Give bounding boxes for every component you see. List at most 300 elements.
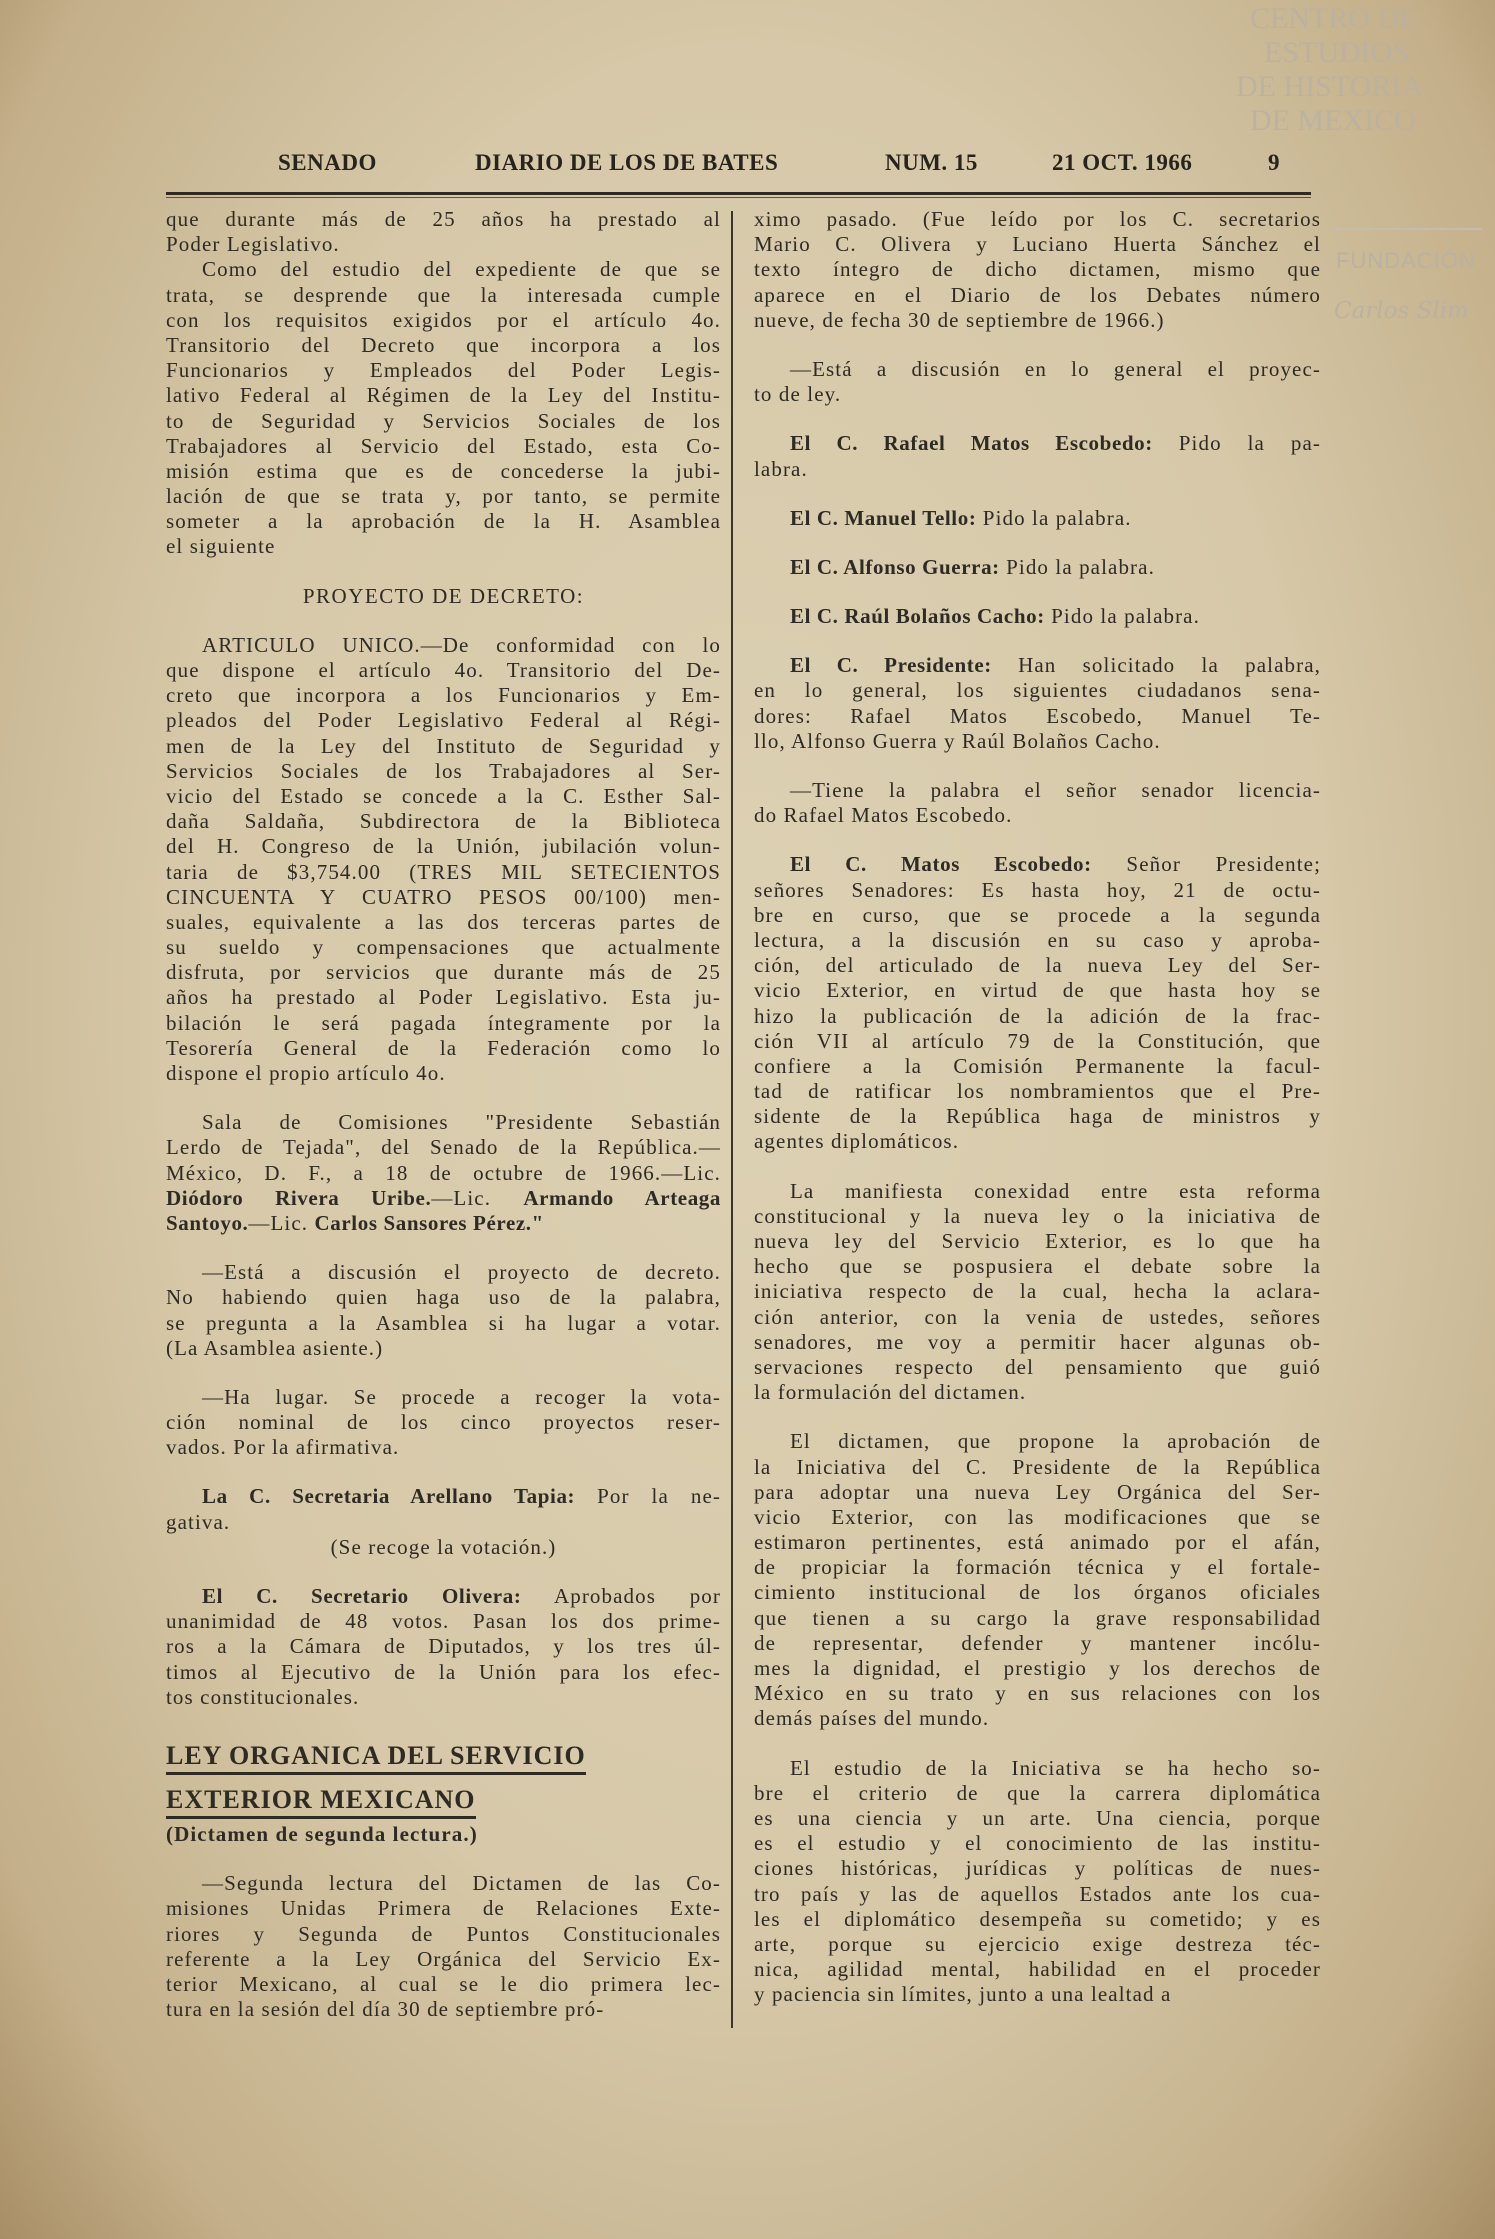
header-rule-thin: [166, 197, 1311, 198]
text-segment: El dictamen, que propone la aprobación de: [790, 1429, 1321, 1454]
speaker-name: El C. Manuel Tello:: [790, 505, 977, 530]
text-line: [754, 852, 1321, 877]
speaker-name: Armando Arteaga: [523, 1185, 722, 1210]
text-segment: cimiento institucional de los órganos oficiales: [754, 1580, 1321, 1605]
text-segment: Pido la palabra.: [976, 505, 1132, 530]
text-segment: que dispone el artículo 4o. Transitorio del De-: [166, 658, 721, 682]
text-line: [754, 1957, 1321, 1982]
text-line: [754, 1054, 1321, 1079]
text-line: [754, 1907, 1321, 1932]
text-line: [754, 903, 1321, 928]
text-line: [754, 1555, 1321, 1580]
text-line: [166, 509, 721, 534]
text-line: [166, 960, 721, 985]
text-segment: vicio del Estado se concede a la C. Esther Sal-: [166, 783, 721, 808]
paragraph: [754, 852, 1321, 1154]
paragraph: [754, 1179, 1321, 1406]
text-line: [166, 633, 721, 658]
text-segment: hecho que se pospusiera el debate sobre la: [754, 1254, 1321, 1279]
text-segment: daña Saldaña, Subdirectora de la Biblioteca: [166, 809, 721, 834]
text-line: [166, 1161, 721, 1186]
text-segment: Trabajadores al Servicio del Estado, esta Co-: [166, 433, 721, 458]
text-line: [754, 308, 1321, 333]
text-segment: —Tiene la palabra el señor senador licencia-: [790, 778, 1321, 802]
speaker-name: El C. Matos Escobedo:: [790, 852, 1092, 877]
text-line: [166, 308, 721, 333]
text-segment: to de ley.: [754, 382, 842, 407]
text-segment: No habiendo quien haga uso de la palabra,: [166, 1285, 721, 1310]
text-line: [166, 1410, 721, 1435]
text-segment: el siguiente: [166, 534, 276, 559]
text-line: [166, 283, 721, 308]
text-segment: que tienen a su cargo la grave responsabilidad: [754, 1605, 1321, 1630]
text-line: [754, 1355, 1321, 1380]
text-line: [166, 1011, 721, 1036]
text-line: [166, 1609, 721, 1634]
text-segment: creto que incorpora a los Funcionarios y Em-: [166, 683, 721, 708]
paragraph: [166, 1535, 721, 1560]
text-segment: arte, porque su ejercicio exige destreza téc-: [754, 1931, 1321, 1956]
header-page-number: 9: [1268, 150, 1280, 175]
text-segment: timos al Ejecutivo de la Unión para los efec-: [166, 1659, 721, 1684]
watermark-foundation: FUNDACIÓN: [1336, 248, 1476, 273]
text-segment: la Iniciativa del C. Presidente de la República: [754, 1454, 1321, 1479]
text-line: [166, 1061, 721, 1086]
text-segment: lativo Federal al Régimen de la Ley del Institu-: [166, 383, 721, 408]
text-line: [754, 1580, 1321, 1605]
text-segment: Aprobados por: [521, 1584, 721, 1608]
text-line: [166, 1260, 721, 1285]
text-segment: Lerdo de Tejada", del Senado de la República.—: [166, 1135, 721, 1160]
speaker-name: Carlos Sansores Pérez.": [314, 1210, 544, 1235]
text-segment: que durante más de 25 años ha prestado al: [166, 207, 721, 231]
text-line: [166, 1036, 721, 1061]
text-segment: México en su trato y en sus relaciones con los: [754, 1681, 1321, 1706]
text-segment: la formulación del dictamen.: [754, 1380, 1027, 1405]
text-segment: Servicios Sociales de los Trabajadores al Ser-: [166, 758, 721, 783]
paragraph: [166, 1871, 721, 2022]
text-line: [754, 1029, 1321, 1054]
text-line: [166, 734, 721, 759]
text-line: [166, 1634, 721, 1659]
text-segment: ción VII al artículo 79 de la Constitución, que: [754, 1028, 1321, 1053]
text-line: [754, 678, 1321, 703]
text-segment: misión estima que es de concederse la jubi-: [166, 458, 721, 483]
text-line: [166, 257, 721, 282]
text-segment: iniciativa respecto de la cual, hecha la aclara-: [754, 1279, 1321, 1304]
text-line: [754, 1179, 1321, 1204]
watermark-line: DE HISTORIA: [1236, 70, 1423, 103]
text-segment: nueve, de fecha 30 de septiembre de 1966.): [754, 307, 1165, 332]
text-line: [166, 434, 721, 459]
text-line: [754, 1480, 1321, 1505]
text-segment: El estudio de la Iniciativa se ha hecho so-: [790, 1755, 1321, 1780]
text-segment: se pregunta a la Asamblea si ha lugar a votar.: [166, 1310, 721, 1335]
text-line: [754, 1455, 1321, 1480]
text-line: [166, 232, 721, 257]
text-segment: su sueldo y compensaciones que actualmente: [166, 935, 721, 960]
text-segment: confiere a la Comisión Permanente la facul-: [754, 1053, 1321, 1078]
paragraph: [754, 357, 1321, 407]
text-segment: tad de ratificar los nombramientos que el Pre-: [754, 1079, 1321, 1104]
text-segment: Pido la palabra.: [1044, 604, 1200, 629]
text-segment: PROYECTO DE DECRETO:: [302, 583, 585, 608]
text-line: [754, 1204, 1321, 1229]
text-segment: del H. Congreso de la Unión, jubilación volun-: [166, 834, 721, 859]
paragraph: [754, 778, 1321, 828]
text-segment: tro país y las de aquellos Estados ante los cua-: [754, 1881, 1321, 1906]
text-line: [754, 803, 1321, 828]
text-line: [754, 978, 1321, 1003]
speaker-name: El C. Rafael Matos Escobedo:: [790, 431, 1153, 456]
text-line: [754, 457, 1321, 482]
header-section: SENADO: [278, 150, 377, 175]
text-line: [166, 409, 721, 434]
text-line: [166, 1311, 721, 1336]
text-segment: Mario C. Olivera y Luciano Huerta Sánchez el: [754, 232, 1321, 257]
text-line: [166, 383, 721, 408]
text-segment: men de la Ley del Instituto de Seguridad y: [166, 733, 721, 758]
text-segment: (La Asamblea asiente.): [166, 1335, 384, 1360]
text-line: [166, 834, 721, 859]
text-line: [166, 1997, 721, 2022]
paragraph: [166, 1584, 721, 1710]
paragraph: [166, 1110, 721, 1236]
text-line: [166, 1584, 721, 1609]
text-segment: vicio Exterior, con las modificaciones que se: [754, 1504, 1321, 1529]
text-segment: señores Senadores: Es hasta hoy, 21 de octu-: [754, 877, 1321, 902]
text-segment: Como del estudio del expediente de que se: [202, 257, 721, 282]
text-segment: ciones históricas, jurídicas y políticas de nues-: [754, 1856, 1321, 1881]
text-line: [754, 431, 1321, 456]
text-segment: ARTICULO UNICO.—De conformidad con lo: [202, 632, 721, 657]
text-line: [166, 584, 721, 609]
text-line: [754, 704, 1321, 729]
text-line: [166, 1186, 721, 1211]
paragraph: [166, 1822, 721, 1847]
header-rule: [166, 192, 1311, 195]
speaker-name: El C. Alfonso Guerra:: [790, 554, 1000, 579]
text-segment: para adoptar una nueva Ley Orgánica del Ser-: [754, 1479, 1321, 1504]
text-line: [754, 1932, 1321, 1957]
text-line: [166, 809, 721, 834]
text-segment: ción nominal de los cinco proyectos reser-: [166, 1410, 721, 1435]
text-line: [166, 1660, 721, 1685]
text-segment: Señor Presidente;: [1091, 852, 1322, 877]
text-line: [166, 1435, 721, 1460]
text-line: [754, 729, 1321, 754]
text-line: [754, 1505, 1321, 1530]
text-line: [166, 1211, 721, 1236]
text-line: [166, 1947, 721, 1972]
text-line: [754, 1706, 1321, 1731]
text-segment: es el estudio y el conocimiento de las institu-: [754, 1831, 1321, 1856]
text-line: [754, 1656, 1321, 1681]
text-line: [754, 878, 1321, 903]
watermark-line: CENTRO DE: [1250, 2, 1418, 35]
text-segment: dores: Rafael Matos Escobedo, Manuel Te-: [754, 703, 1321, 728]
text-segment: taria de $3,754.00 (TRES MIL SETECIENTOS: [166, 859, 721, 884]
text-segment: suales, equivalente a las dos terceras partes de: [166, 909, 721, 934]
text-segment: ximo pasado. (Fue leído por los C. secretarios: [754, 207, 1321, 231]
text-line: [166, 784, 721, 809]
text-line: [166, 860, 721, 885]
header-publication: DIARIO DE LOS DE BATES: [475, 150, 779, 175]
text-line: [754, 928, 1321, 953]
paragraph: [754, 207, 1321, 333]
text-segment: La manifiesta conexidad entre esta reforma: [790, 1178, 1321, 1203]
text-segment: agentes diplomáticos.: [754, 1129, 960, 1154]
text-line: [754, 1982, 1321, 2007]
text-segment: con los requisitos exigidos por el artículo 4o.: [166, 307, 721, 332]
text-line: [166, 1510, 721, 1535]
text-line: [754, 1882, 1321, 1907]
paragraph: [754, 555, 1321, 580]
text-segment: vados. Por la afirmativa.: [166, 1435, 400, 1460]
text-segment: to de Seguridad y Servicios Sociales de los: [166, 408, 721, 433]
text-line: [754, 1229, 1321, 1254]
text-segment: ros a la Cámara de Diputados, y los tres úl-: [166, 1634, 721, 1659]
text-line: [166, 207, 721, 232]
text-line: [754, 1429, 1321, 1454]
text-segment: —Lic.: [431, 1185, 524, 1210]
paragraph: [166, 1385, 721, 1461]
text-line: [754, 1756, 1321, 1781]
text-line: [754, 1606, 1321, 1631]
text-segment: —Ha lugar. Se procede a recoger la vota-: [202, 1384, 721, 1409]
text-segment: bre en curso, que se procede a la segunda: [754, 902, 1321, 927]
text-segment: (Dictamen de segunda lectura.): [166, 1821, 478, 1846]
text-segment: (Se recoge la votación.): [330, 1534, 557, 1559]
text-segment: Pido la palabra.: [999, 554, 1155, 579]
text-segment: do Rafael Matos Escobedo.: [754, 803, 1013, 828]
watermark-line: ESTUDIOS: [1264, 36, 1410, 69]
text-line: [754, 257, 1321, 282]
text-line: [166, 1385, 721, 1410]
text-segment: disfruta, por servicios que durante más de 25: [166, 960, 721, 985]
header-number: NUM. 15: [885, 150, 978, 175]
text-line: [754, 1806, 1321, 1831]
text-segment: —Está a discusión el proyecto de decreto.: [202, 1260, 721, 1285]
text-segment: CINCUENTA Y CUATRO PESOS 00/100) men-: [166, 884, 721, 909]
text-segment: dispone el propio artículo 4o.: [166, 1061, 446, 1085]
text-segment: es una ciencia y un arte. Una ciencia, porque: [754, 1805, 1321, 1830]
text-line: [166, 1285, 721, 1310]
text-segment: Han solicitado la palabra,: [991, 653, 1321, 678]
column-right: [754, 207, 1321, 2007]
text-segment: demás países del mundo.: [754, 1706, 990, 1731]
column-left: [166, 207, 721, 2022]
text-line: [754, 1631, 1321, 1656]
text-line: [754, 283, 1321, 308]
text-segment: bilación le será pagada íntegramente por la: [166, 1010, 721, 1035]
speaker-name: Diódoro Rivera Uribe.: [166, 1185, 432, 1210]
text-line: [754, 1279, 1321, 1304]
text-line: [754, 1104, 1321, 1129]
text-line: [166, 683, 721, 708]
paragraph: [754, 506, 1321, 531]
watermark-signature: Carlos Slim: [1334, 298, 1469, 324]
text-line: [166, 935, 721, 960]
text-segment: riores y Segunda de Puntos Constitucionales: [166, 1921, 721, 1946]
text-line: [166, 1685, 721, 1710]
text-line: [754, 1079, 1321, 1104]
text-segment: lectura, a la discusión en su caso y aproba-: [754, 927, 1321, 952]
text-line: [754, 357, 1321, 382]
text-segment: Transitorio del Decreto que incorpora a los: [166, 332, 721, 357]
text-line: [754, 1856, 1321, 1881]
text-segment: México, D. F., a 18 de octubre de 1966.—Lic.: [166, 1160, 721, 1185]
text-line: [754, 1681, 1321, 1706]
speaker-name: La C. Secretaria Arellano Tapia:: [202, 1484, 576, 1509]
text-segment: someter a la aprobación de la H. Asamblea: [166, 509, 721, 534]
text-line: [166, 1972, 721, 1997]
text-segment: llo, Alfonso Guerra y Raúl Bolaños Cacho.: [754, 728, 1161, 753]
text-segment: nica, agilidad mental, habilidad en el proceder: [754, 1957, 1321, 1982]
text-segment: constitucional y la nueva ley o la iniciativa de: [754, 1203, 1321, 1228]
section-heading: [166, 1734, 721, 1822]
text-segment: Funcionarios y Empleados del Poder Legis-: [166, 358, 721, 383]
text-segment: tura en la sesión del día 30 de septiembre pró-: [166, 1997, 605, 2022]
text-line: [166, 910, 721, 935]
text-line: [754, 604, 1321, 629]
text-segment: labra.: [754, 456, 808, 481]
text-segment: EXTERIOR MEXICANO: [166, 1785, 476, 1819]
watermark-divider: [1332, 228, 1482, 230]
text-segment: vicio Exterior, en virtud de que hasta hoy se: [754, 978, 1321, 1003]
text-segment: en lo general, los siguientes ciudadanos sena-: [754, 678, 1321, 703]
text-segment: y paciencia sin límites, junto a una lealtad a: [754, 1982, 1172, 2007]
speaker-name: El C. Raúl Bolaños Cacho:: [790, 604, 1045, 629]
column-divider: [731, 211, 733, 2028]
text-line: [754, 1530, 1321, 1555]
text-segment: texto íntegro de dicho dictamen, mismo que: [754, 257, 1321, 282]
paragraph: [166, 1484, 721, 1534]
text-line: [754, 1380, 1321, 1405]
text-line: [166, 333, 721, 358]
text-segment: —Está a discusión en lo general el proyec-: [790, 356, 1321, 381]
paragraph: [166, 633, 721, 1086]
text-line: [166, 985, 721, 1010]
text-segment: referente a la Ley Orgánica del Servicio Ex-: [166, 1946, 721, 1971]
text-line: [754, 506, 1321, 531]
text-line: [754, 1129, 1321, 1154]
text-segment: trata, se desprende que la interesada cumple: [166, 282, 721, 307]
text-line: [166, 759, 721, 784]
text-line: [166, 1896, 721, 1921]
text-segment: —Lic.: [248, 1210, 315, 1235]
text-line: [166, 1110, 721, 1135]
text-line: [166, 885, 721, 910]
text-line: [166, 1484, 721, 1509]
text-segment: aparece en el Diario de los Debates número: [754, 282, 1321, 307]
text-line: [754, 207, 1321, 232]
text-line: [754, 1831, 1321, 1856]
text-segment: Por la ne-: [575, 1484, 721, 1509]
text-line: [754, 1781, 1321, 1806]
text-segment: Tesorería General de la Federación como lo: [166, 1035, 721, 1060]
paragraph: [754, 1756, 1321, 2008]
text-line: [166, 484, 721, 509]
text-segment: senadores, me voy a permitir hacer algunas ob-: [754, 1329, 1321, 1354]
text-segment: lación de que se trata y, por tanto, se permite: [166, 484, 721, 509]
text-line: [166, 1336, 721, 1361]
text-segment: mes la dignidad, el prestigio y los derechos de: [754, 1656, 1321, 1680]
text-segment: sidente de la República haga de ministros y: [754, 1104, 1321, 1129]
text-line: [166, 658, 721, 683]
paragraph: [754, 431, 1321, 481]
text-segment: bre el criterio de que la carrera diplomática: [754, 1780, 1321, 1805]
speaker-name: El C. Presidente:: [790, 653, 992, 678]
paragraph: [166, 1260, 721, 1361]
text-segment: ción anterior, con la venia de ustedes, señores: [754, 1304, 1321, 1329]
text-line: [166, 1922, 721, 1947]
text-line: [166, 1871, 721, 1896]
text-segment: pleados del Poder Legislativo Federal al Régi-: [166, 708, 721, 733]
text-segment: gativa.: [166, 1509, 231, 1534]
paragraph: [754, 604, 1321, 629]
text-line: [754, 1004, 1321, 1029]
text-segment: de representar, defender y mantener incólu-: [754, 1630, 1321, 1655]
text-segment: estimaron pertinentes, está animado por el afán,: [754, 1530, 1321, 1555]
paragraph: [166, 257, 721, 559]
speaker-name: Santoyo.: [166, 1210, 249, 1235]
text-segment: ción, del articulado de la nueva Ley del Ser-: [754, 953, 1321, 978]
text-segment: —Segunda lectura del Dictamen de las Co-: [202, 1871, 721, 1896]
text-line: [166, 1778, 721, 1822]
text-segment: años ha prestado al Poder Legislativo. Esta ju-: [166, 985, 721, 1010]
text-line: [166, 459, 721, 484]
text-segment: de propiciar la formación técnica y el fortale-: [754, 1555, 1321, 1580]
decree-title: [166, 584, 721, 609]
text-line: [166, 708, 721, 733]
text-line: [166, 358, 721, 383]
text-line: [166, 1822, 721, 1847]
text-segment: hizo la publicación de la adición de la frac-: [754, 1003, 1321, 1028]
text-line: [754, 953, 1321, 978]
text-line: [754, 555, 1321, 580]
paragraph: [166, 207, 721, 257]
text-line: [166, 534, 721, 559]
text-line: [754, 1305, 1321, 1330]
header-date: 21 OCT. 1966: [1052, 150, 1193, 175]
speaker-name: El C. Secretario Olivera:: [202, 1584, 522, 1608]
text-segment: nueva ley del Servicio Exterior, es lo que ha: [754, 1229, 1321, 1253]
text-segment: Poder Legislativo.: [166, 232, 340, 257]
watermark-line: DE MEXICO: [1250, 104, 1416, 137]
text-segment: misiones Unidas Primera de Relaciones Exte-: [166, 1896, 721, 1921]
text-line: [754, 653, 1321, 678]
text-line: [754, 1330, 1321, 1355]
text-segment: Sala de Comisiones "Presidente Sebastián: [202, 1110, 721, 1135]
text-line: [166, 1734, 721, 1778]
text-segment: Pido la pa-: [1152, 431, 1322, 456]
paragraph: [754, 1429, 1321, 1731]
text-segment: servaciones respecto del pensamiento que guió: [754, 1354, 1321, 1379]
text-segment: LEY ORGANICA DEL SERVICIO: [166, 1741, 586, 1775]
text-segment: les el diplomático desempeña su cometido; y es: [754, 1906, 1321, 1931]
text-line: [754, 778, 1321, 803]
text-segment: unanimidad de 48 votos. Pasan los dos prime-: [166, 1609, 721, 1634]
text-line: [754, 382, 1321, 407]
paragraph: [754, 653, 1321, 754]
text-line: [166, 1135, 721, 1160]
text-segment: terior Mexicano, al cual se le dio primera lec-: [166, 1971, 721, 1996]
text-line: [166, 1535, 721, 1560]
text-segment: tos constitucionales.: [166, 1684, 360, 1709]
text-line: [754, 1254, 1321, 1279]
text-line: [754, 232, 1321, 257]
